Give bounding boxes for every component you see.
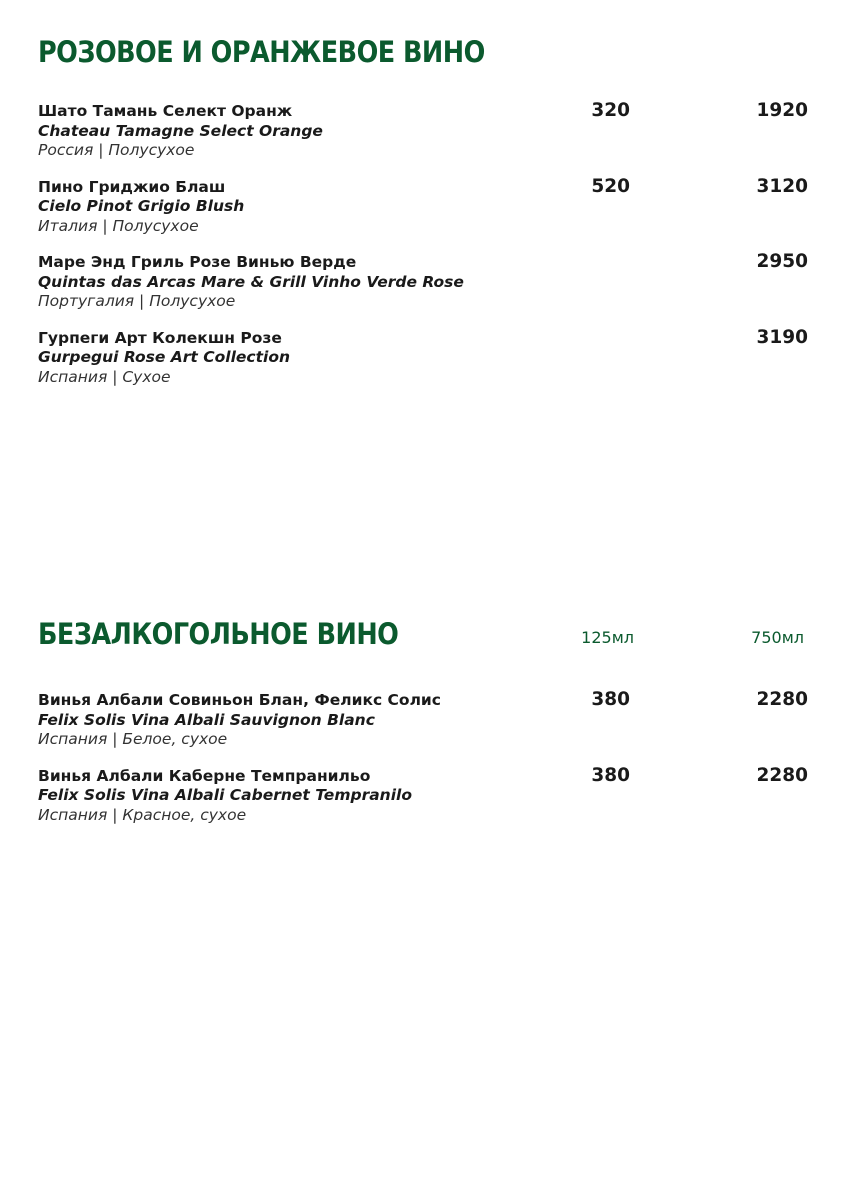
item-origin-style: Испания | Сухое [38, 367, 171, 386]
item-original-name: Felix Solis Vina Albali Sauvignon Blanc [38, 710, 375, 729]
menu-item [38, 326, 810, 405]
menu-item [38, 691, 810, 767]
rose-wine-title: РОЗОВОЕ И ОРАНЖЕВОЕ ВИНО [38, 35, 485, 69]
non-alcoholic-wine-title: БЕЗАЛКОГОЛЬНОЕ ВИНО [38, 617, 399, 651]
rose-wine-list [38, 102, 810, 404]
menu-item [38, 102, 810, 178]
item-name: Винья Албали Совиньон Блан, Феликс Солис [38, 691, 441, 709]
item-original-name: Quintas das Arcas Mare & Grill Vinho Verde Rose [38, 272, 464, 291]
item-origin-style: Россия | Полусухое [38, 141, 195, 159]
item-origin-style: Италия | Полусухое [38, 216, 199, 235]
item-name: Винья Албали Каберне Темпранильо [38, 766, 371, 785]
price-bottle: 2280 [756, 689, 808, 710]
item-name: Маре Энд Гриль Розе Винью Верде [38, 253, 357, 271]
column-head-bottle: 750мл [751, 628, 804, 647]
item-original-name: Gurpegui Rose Art Collection [38, 348, 290, 366]
menu-item [38, 175, 810, 254]
item-origin-style: Испания | Красное, сухое [38, 805, 247, 824]
price-bottle: 2950 [756, 251, 808, 272]
item-origin-style: Испания | Белое, сухое [38, 730, 228, 748]
non-alcoholic-wine-list [38, 691, 810, 842]
item-origin-style: Португалия | Полусухое [38, 292, 236, 310]
price-bottle: 3190 [756, 326, 808, 348]
price-bottle: 2280 [756, 764, 808, 786]
item-name: Шато Тамань Селект Оранж [38, 102, 293, 120]
price-glass: 380 [591, 764, 630, 786]
price-bottle: 1920 [756, 100, 808, 121]
price-glass: 320 [591, 100, 630, 121]
item-name: Пино Гриджио Блаш [38, 177, 226, 196]
rose-wine-section [38, 30, 810, 404]
price-glass: 380 [591, 689, 630, 710]
non-alcoholic-wine-header [38, 612, 810, 662]
price-bottle: 3120 [756, 175, 808, 197]
item-original-name: Felix Solis Vina Albali Cabernet Tempranilo [38, 786, 412, 804]
menu-item [38, 253, 810, 329]
item-name: Гурпеги Арт Колекшн Розе [38, 328, 282, 347]
column-head-glass: 125мл [581, 628, 634, 647]
price-glass: 520 [591, 175, 630, 197]
menu-item [38, 764, 810, 843]
rose-wine-header [38, 30, 810, 80]
item-original-name: Chateau Tamagne Select Orange [38, 121, 323, 140]
non-alcoholic-wine-section [38, 612, 810, 842]
item-original-name: Cielo Pinot Grigio Blush [38, 197, 245, 215]
